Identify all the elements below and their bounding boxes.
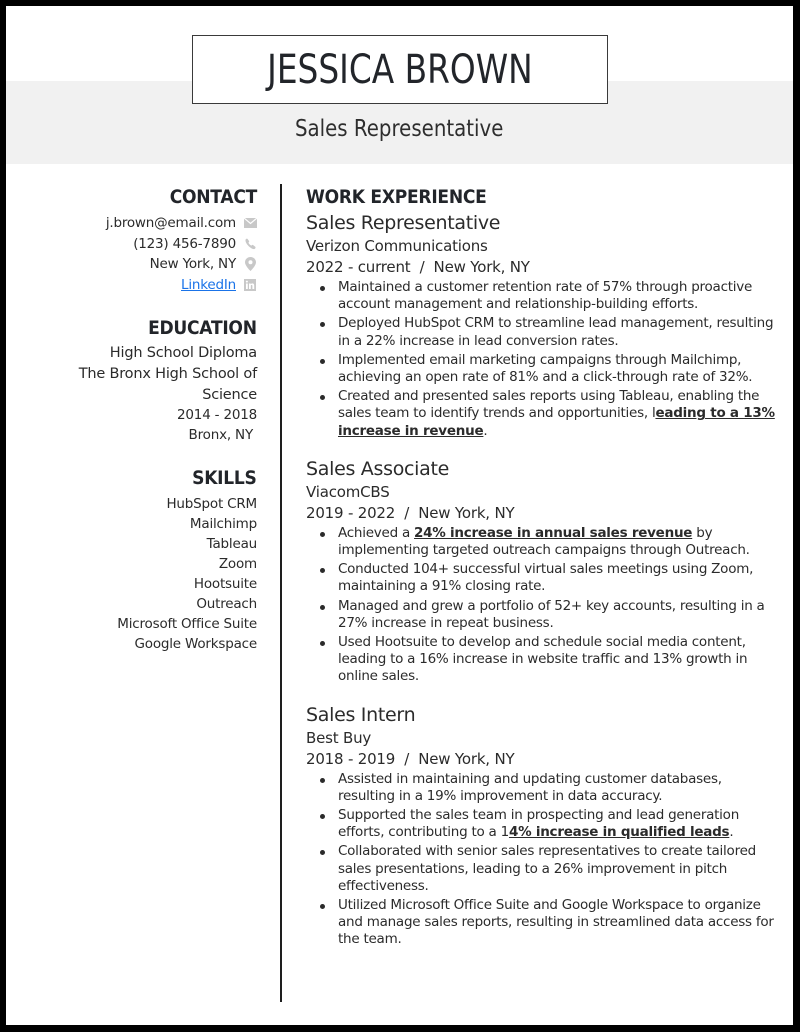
skill-item: Microsoft Office Suite: [117, 616, 257, 633]
skills-list: [26, 494, 257, 654]
phone-icon: [243, 237, 257, 251]
highlighted-achievement: eading to a 13% increase in revenue: [338, 405, 775, 439]
resume-page: [6, 6, 793, 1025]
headline-text: Sales Representative: [295, 116, 504, 142]
job-dates-location: 2019 - 2022 / New York, NY: [306, 503, 515, 522]
job-bullets: [306, 771, 776, 949]
skill-item: Outreach: [196, 596, 257, 613]
bullet-item: Created and presented sales reports using Tableau, enabling the sales team to identify trends and opportunities, leading to a 13% increase in revenue.: [306, 388, 776, 440]
education-degree: High School Diploma: [109, 345, 257, 362]
bullet-item: Conducted 104+ successful virtual sales meetings using Zoom, maintaining a 91% closing rate.: [306, 561, 776, 595]
right-column: [306, 184, 776, 951]
work-experience-heading: WORK EXPERIENCE: [306, 186, 487, 208]
education-school-line1: The Bronx High School of: [78, 365, 257, 382]
education-heading: EDUCATION: [148, 317, 257, 340]
skill-item: Mailchimp: [189, 516, 257, 533]
highlighted-achievement: 4% increase in qualified leads: [508, 824, 730, 841]
bullet-item: Achieved a 24% increase in annual sales revenue by implementing targeted outreach campaigns through Outreach.: [306, 525, 776, 559]
bullet-item: Managed and grew a portfolio of 52+ key accounts, resulting in a 27% increase in repeat business.: [306, 598, 776, 632]
job-company: ViacomCBS: [306, 482, 390, 501]
left-column: [26, 184, 257, 654]
job-entry: [306, 210, 776, 440]
bullet-item: Utilized Microsoft Office Suite and Google Workspace to organize and manage sales reports, resulting in streamlined data access for the team.: [306, 897, 776, 949]
skill-item: Hootsuite: [193, 576, 257, 593]
bullet-item: Assisted in maintaining and updating customer databases, resulting in a 19% improvement in data accuracy.: [306, 771, 776, 805]
job-bullets: [306, 279, 776, 440]
column-divider: [280, 184, 282, 1002]
skill-item: Google Workspace: [134, 636, 257, 653]
contact-email: j.brown@email.com: [26, 213, 257, 234]
candidate-name: JESSICA BROWN: [267, 46, 533, 93]
envelope-icon: [243, 216, 257, 230]
job-entry: [306, 702, 776, 949]
skill-item: Tableau: [206, 536, 257, 553]
contact-phone: (123) 456-7890: [26, 234, 257, 255]
job-role: Sales Intern: [306, 703, 416, 726]
education-location: Bronx, NY: [188, 427, 253, 444]
skill-item: HubSpot CRM: [166, 496, 257, 513]
skills-heading: SKILLS: [192, 467, 257, 490]
job-bullets: [306, 525, 776, 686]
job-role: Sales Representative: [306, 212, 501, 234]
job-company: Best Buy: [306, 728, 372, 747]
education-school-line2: Science: [202, 386, 257, 403]
skill-item: Zoom: [218, 556, 257, 573]
name-box: [192, 35, 608, 104]
job-dates-location: 2022 - current / New York, NY: [306, 258, 530, 276]
contact-linkedin: [26, 275, 257, 296]
job-entry: [306, 456, 776, 686]
headline: [6, 116, 793, 142]
job-dates-location: 2018 - 2019 / New York, NY: [306, 749, 515, 768]
map-pin-icon: [243, 257, 257, 271]
contact-heading: CONTACT: [169, 186, 257, 208]
education-dates: 2014 - 2018: [177, 407, 257, 424]
job-company: Verizon Communications: [306, 237, 488, 255]
bullet-item: Implemented email marketing campaigns through Mailchimp, achieving an open rate of 81% and a click-through rate of 32%.: [306, 352, 776, 386]
bullet-item: Deployed HubSpot CRM to streamline lead management, resulting in a 22% increase in lead conversion rates.: [306, 315, 776, 349]
linkedin-link[interactable]: LinkedIn: [181, 276, 236, 293]
bullet-item: Collaborated with senior sales representatives to create tailored sales presentations, leading to a 26% improvement in pitch effectiveness.: [306, 843, 776, 895]
bullet-item: Supported the sales team in prospecting and lead generation efforts, contributing to a 14% increase in qualified leads.: [306, 807, 776, 841]
highlighted-achievement: 24% increase in annual sales revenue: [414, 524, 693, 541]
linkedin-icon: [243, 278, 257, 292]
contact-location: New York, NY: [26, 254, 257, 275]
bullet-item: Maintained a customer retention rate of 57% through proactive account management and relationship-building efforts.: [306, 279, 776, 313]
job-role: Sales Associate: [306, 457, 450, 480]
bullet-item: Used Hootsuite to develop and schedule social media content, leading to a 16% increase in website traffic and 13% growth in online sales.: [306, 634, 776, 686]
